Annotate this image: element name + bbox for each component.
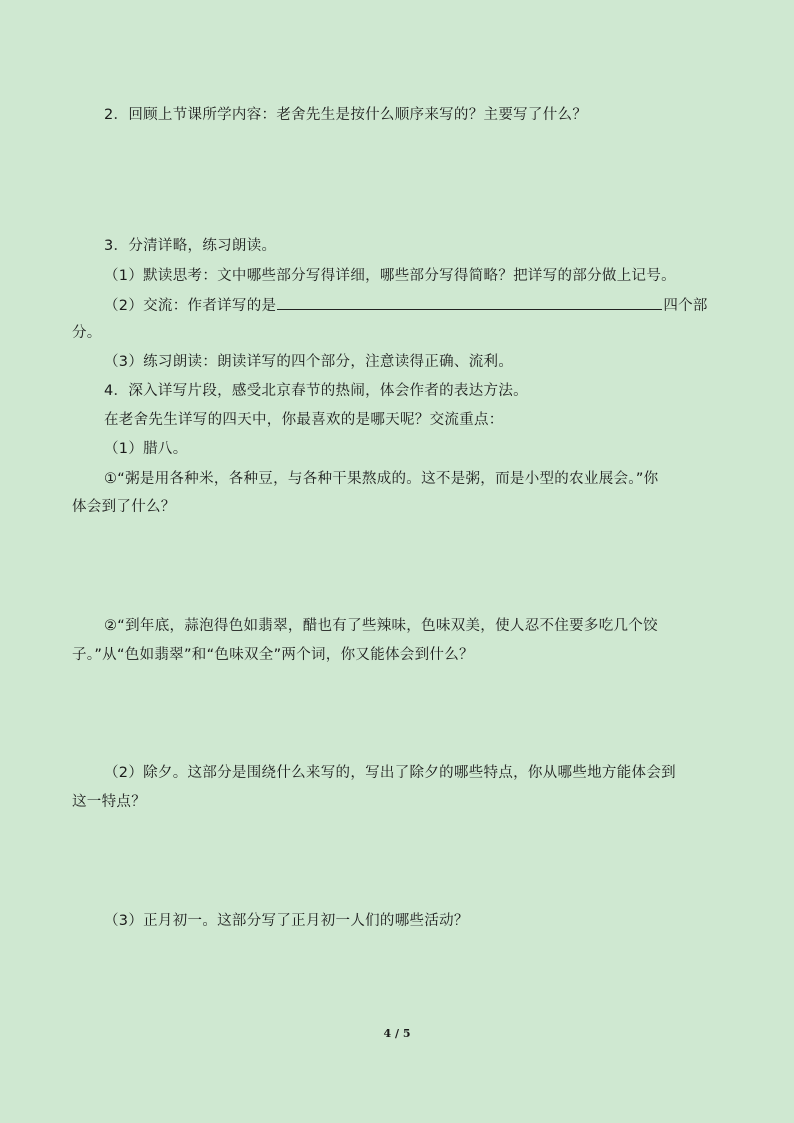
- answer-blank[interactable]: [277, 296, 662, 310]
- page-number: 4 / 5: [383, 1027, 411, 1040]
- question-4-intro: 在老舍先生详写的四天中，你最喜欢的是哪天呢？交流重点：: [104, 412, 504, 428]
- question-4-sub-1: （1）腊八。: [104, 441, 188, 457]
- item-2-text-after: 四个部: [663, 298, 708, 314]
- item-2-text-before: （2）交流：作者详写的是: [104, 298, 277, 314]
- question-3-title: 3．分清详略，练习朗读。: [104, 238, 277, 254]
- quote-2-line-2: 子。”从“色如翡翠”和“色味双全”两个词，你又能体会到什么？: [72, 647, 474, 663]
- quote-1-line-2: 体会到了什么？: [72, 499, 176, 515]
- question-4-title: 4．深入详写片段，感受北京春节的热闹，体会作者的表达方法。: [104, 383, 528, 399]
- question-4-sub-2-line-1: （2）除夕。这部分是围绕什么来写的，写出了除夕的哪些特点，你从哪些地方能体会到: [104, 765, 676, 781]
- quote-2-line-1: ②“到年底，蒜泡得色如翡翠，醋也有了些辣味，色味双美，使人忍不住要多吃几个饺: [104, 618, 658, 634]
- question-3-item-2: [104, 296, 708, 316]
- question-4-sub-2-line-2: 这一特点？: [72, 794, 146, 810]
- question-2: 2．回顾上节课所学内容：老舍先生是按什么顺序来写的？主要写了什么？: [104, 107, 588, 123]
- question-4-sub-3: （3）正月初一。这部分写了正月初一人们的哪些活动？: [104, 913, 469, 929]
- question-3-item-2-continued: 分。: [72, 325, 102, 341]
- question-3-item-3: （3）练习朗读：朗读详写的四个部分，注意读得正确、流利。: [104, 354, 514, 370]
- quote-1-line-1: ①“粥是用各种米，各种豆，与各种干果熬成的。这不是粥，而是小型的农业展会。”你: [104, 471, 659, 487]
- question-3-item-1: （1）默读思考：文中哪些部分写得详细，哪些部分写得简略？把详写的部分做上记号。: [104, 268, 676, 284]
